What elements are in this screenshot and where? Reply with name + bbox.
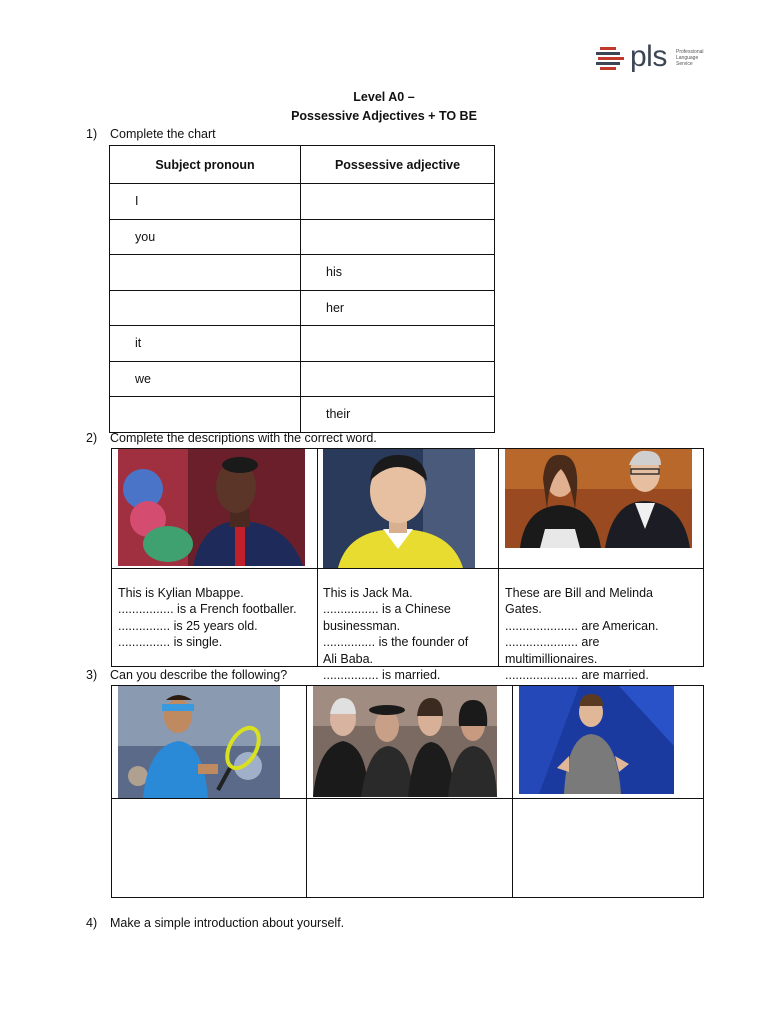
chart-cell[interactable] bbox=[110, 255, 301, 291]
answer-cell[interactable] bbox=[112, 799, 307, 898]
question-2-number: 2) bbox=[86, 431, 98, 445]
chart-cell[interactable]: you bbox=[110, 219, 301, 255]
chart-cell[interactable]: her bbox=[301, 290, 495, 326]
page-title-line1: Level A0 – bbox=[353, 90, 415, 104]
chart-cell[interactable] bbox=[110, 290, 301, 326]
chart-header-subject: Subject pronoun bbox=[110, 146, 301, 184]
businessman-photo bbox=[323, 449, 475, 568]
pls-logo bbox=[596, 42, 708, 76]
chart-cell[interactable]: his bbox=[301, 255, 495, 291]
pronoun-chart bbox=[109, 145, 495, 433]
page-title-line2: Possessive Adjectives + TO BE bbox=[291, 109, 477, 123]
speaker-photo bbox=[519, 686, 674, 794]
logo-text: pls bbox=[630, 40, 667, 73]
question-4-text: Make a simple introduction about yourself. bbox=[110, 916, 345, 930]
chart-cell[interactable] bbox=[301, 184, 495, 220]
answer-cell[interactable] bbox=[513, 799, 704, 898]
chart-cell[interactable] bbox=[110, 397, 301, 433]
chart-cell[interactable]: we bbox=[110, 361, 301, 397]
logo-subtitle: Professional Language Service bbox=[676, 49, 704, 67]
question-2-text: Complete the descriptions with the correct word. bbox=[110, 431, 377, 445]
question-3-number: 3) bbox=[86, 668, 98, 682]
couple-photo bbox=[505, 449, 692, 548]
chart-cell[interactable]: I bbox=[110, 184, 301, 220]
question-3-text: Can you describe the following? bbox=[110, 668, 288, 682]
tennis-player-photo bbox=[118, 686, 280, 798]
answer-cell[interactable] bbox=[307, 799, 513, 898]
description-text-1: This is Kylian Mbappe. ................ is a French footballer. ............... is 25 years old. ............... is single. bbox=[118, 585, 297, 649]
chart-cell[interactable]: it bbox=[110, 326, 301, 362]
chart-header-possessive: Possessive adjective bbox=[301, 146, 495, 184]
band-photo bbox=[313, 686, 497, 797]
chart-cell[interactable] bbox=[301, 361, 495, 397]
question-1-text: Complete the chart bbox=[110, 127, 216, 141]
question-1-number: 1) bbox=[86, 127, 98, 141]
footballer-photo bbox=[118, 449, 305, 566]
description-text-2: This is Jack Ma. ................ is a Chinese businessman. ............... is the founder of Ali Baba. ................ is married. bbox=[323, 585, 469, 682]
logo-stripes-icon bbox=[596, 46, 626, 72]
chart-cell[interactable] bbox=[301, 219, 495, 255]
description-text-3: These are Bill and Melinda Gates. ..................... are American. ..................... are multimillionaires. ..................... are married. bbox=[505, 585, 659, 682]
question-4-number: 4) bbox=[86, 916, 98, 930]
chart-cell[interactable] bbox=[301, 326, 495, 362]
chart-cell[interactable]: their bbox=[301, 397, 495, 433]
